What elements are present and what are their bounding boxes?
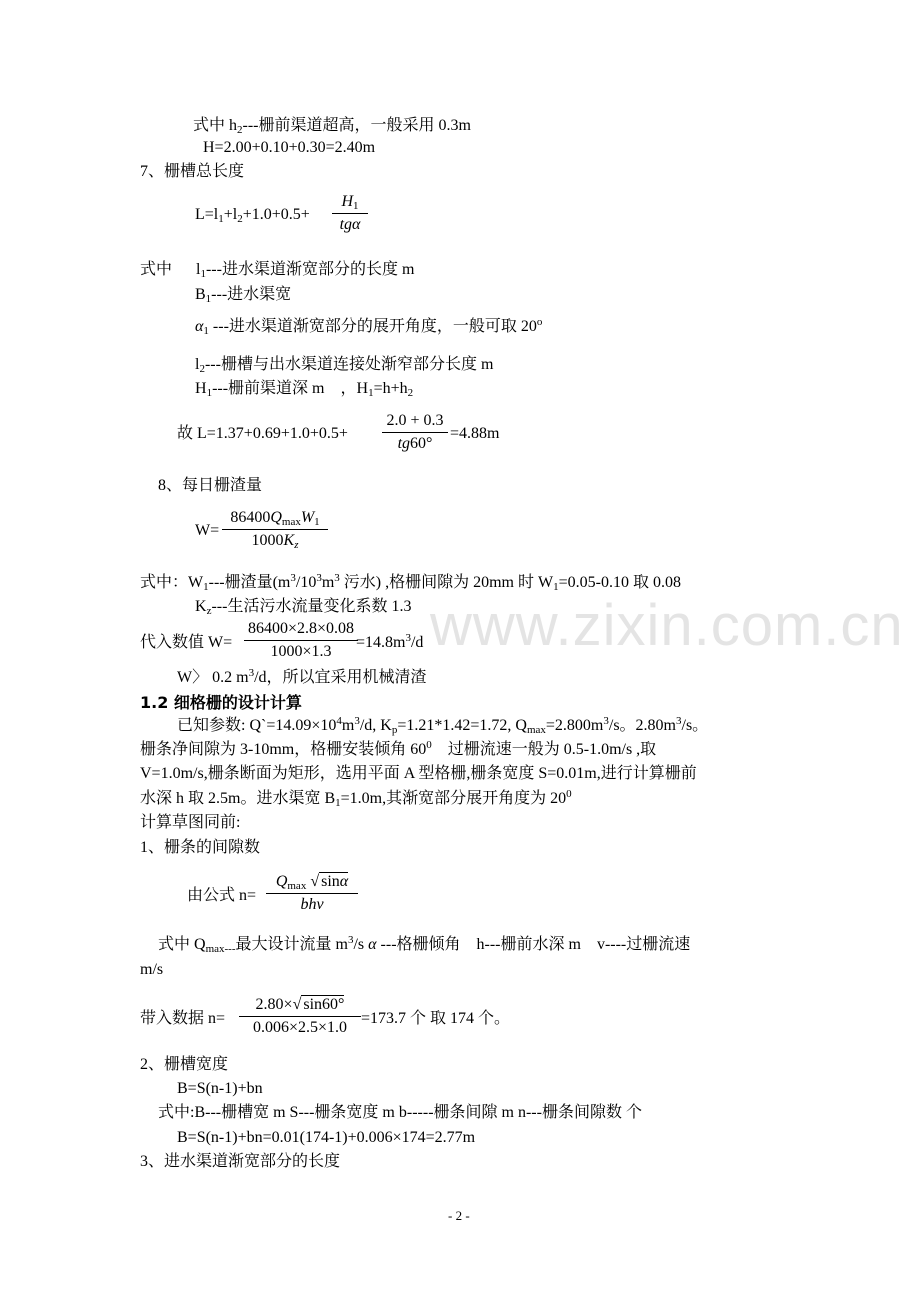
fraction-n: $Q_{max}$ √ sinα bhv — [266, 873, 358, 914]
text-line: V=1.0m/s,栅条断面为矩形，选用平面 A 型格栅,栅条宽度 S=0.01m,进行计算栅前 — [140, 765, 697, 782]
text-line: 水深 h 取 2.5m。进水渠宽 $B_1=1.0m$,其渐宽部分展开角度为 $20^0$ — [140, 788, 572, 809]
formula-W-calc: 代入数值 W= — [140, 634, 233, 651]
section-heading: 2、栅槽宽度 — [140, 1056, 229, 1073]
text-line: 式中 $Q_{max---}$最大设计流量 $m^3/s$ α ---格栅倾角 h---栅前水深 m v----过栅流速 — [158, 934, 691, 955]
page-number: - 2 - — [448, 1208, 470, 1223]
formula-L-result: =4.88m — [450, 425, 500, 442]
formula-B-calc: B=S(n-1)+bn=0.01(174-1)+0.006×174=2.77m — [177, 1129, 476, 1146]
formula-W: W= — [195, 522, 220, 539]
text-line: m/s — [140, 961, 164, 978]
formula-B: B=S(n-1)+bn — [177, 1080, 263, 1097]
section-heading: 1、栅条的间隙数 — [140, 839, 261, 856]
text-line: W〉 0.2 $m^3/d$，所以宜采用机械清渣 — [177, 667, 427, 686]
section-heading: 3、进水渠道渐宽部分的长度 — [140, 1153, 341, 1170]
formula-n-calc: 带入数据 n= — [140, 1010, 226, 1027]
text-line: 式中 $h_2---$栅前渠道超高，一般采用 0.3m — [193, 117, 471, 136]
fraction-L: $H_1$ tgα — [332, 193, 368, 234]
formula-n-result: =173.7 个 取 174 个。 — [361, 1010, 511, 1027]
text-line: 式中:B---栅槽宽 m S---栅条宽度 m b-----栅条间隙 m n---栅条间隙数 个 — [158, 1104, 642, 1121]
text-line: $H_1---$栅前渠道深 m ，$H_1=h+h_2$ — [195, 380, 414, 399]
formula-L-calc: 故 L=1.37+0.69+1.0+0.5+ — [177, 425, 348, 442]
fraction-L-calc: 2.0 + 0.3 tg60° — [382, 412, 448, 453]
formula-n: 由公式 n= — [187, 887, 257, 904]
text-line: 栅条净间隙为 3-10mm，格栅安装倾角 $60^0$ 过栅流速一般为 0.5-1.0m/s ,取 — [140, 739, 657, 758]
text-line: $B_1---$进水渠宽 — [195, 286, 292, 305]
formula-W-result: $=14.8m^3/d$ — [356, 632, 424, 651]
fraction-W-calc: 86400×2.8×0.08 1000×1.3 — [244, 620, 358, 661]
formula-L: $L=l_1+l_2+1.0+0.5+$ — [195, 206, 310, 225]
text-line: $l_2---$栅槽与出水渠道连接处渐窄部分长度 m — [195, 356, 494, 375]
text-line: 式中：$W_1---$栅渣量($m^3/10^3m^3$ 污水) ,格栅间隙为 20mm 时 $W_1=0.05-0.10$ 取 0.08 — [140, 572, 681, 593]
text-line: 已知参数: $Q`=14.09\times 10^4m^3/d$, $K_p=1.21*1.42=1.72$, $Q_{max}=2.800m^3/s$。$2.80m^3/s$。 — [177, 715, 709, 736]
fraction-n-calc: 2.80×√ sin60° 0.006×2.5×1.0 — [239, 996, 361, 1037]
text-line: H=2.00+0.10+0.30=2.40m — [203, 139, 376, 156]
section-heading: 7、栅槽总长度 — [140, 163, 245, 180]
text-line: 计算草图同前: — [140, 814, 241, 831]
text-line: $K_z---$生活污水流量变化系数 1.3 — [195, 598, 412, 617]
fraction-W: $86400Q_{max}W_1$ $1000K_z$ — [222, 509, 328, 550]
text-line: $l_1---$进水渠道渐宽部分的长度 m — [196, 261, 415, 280]
text-line: 式中 — [140, 261, 173, 278]
subsection-title: 1.2 细格栅的设计计算 — [140, 693, 302, 712]
section-heading: 8、每日栅渣量 — [158, 477, 263, 494]
watermark: www.zixin.com.cn — [430, 593, 904, 658]
text-line: $\alpha_1$ ---进水渠道渐宽部分的展开角度，一般可取 20$^o$ — [195, 316, 543, 337]
